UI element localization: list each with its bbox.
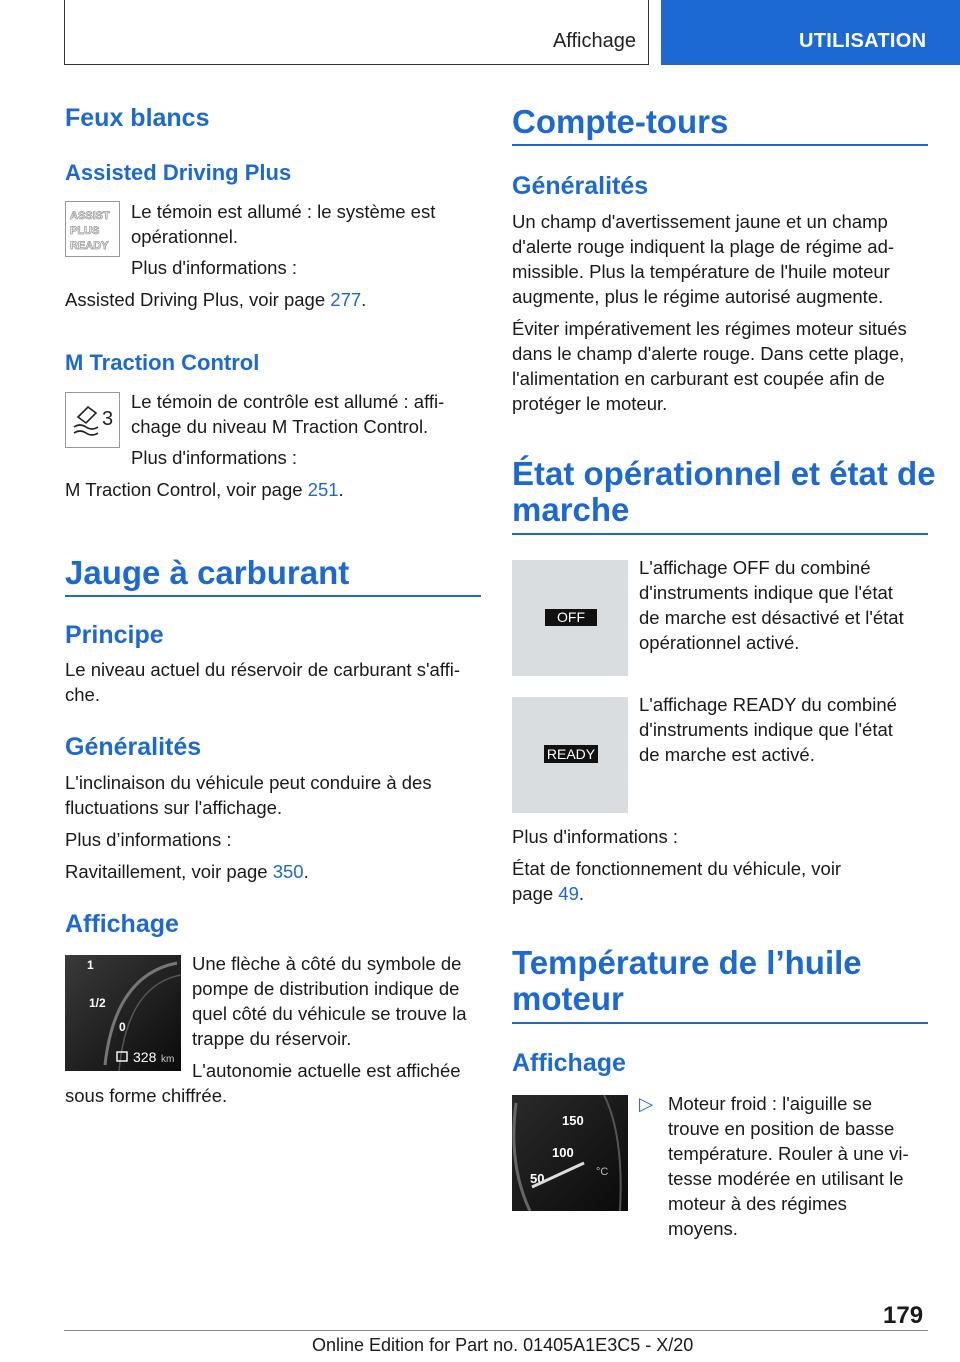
jauge-heading-rule [65,595,481,597]
etat-ref-line-2 [512,881,584,906]
off-line-3: de marche est désactivé et l'état [639,607,904,628]
off-line-4: opérationnel activé. [639,632,800,653]
bullet-line-1: Moteur froid : l'aiguille se [668,1093,873,1114]
temp-label-150: 150 [562,1113,584,1128]
affichage-left-line-5: L'autonomie actuelle est affichée [192,1060,461,1081]
temp-heading-rule [512,1022,928,1024]
mtc-line-2: chage du niveau M Traction Control. [131,416,429,437]
gen-left-line-1: L'inclinaison du véhicule peut conduire à des [65,772,432,793]
bullet-line-2: trouve en position de basse [668,1118,895,1139]
generalites-heading-right: Généralités [512,172,649,200]
mtc-ref-text: M Traction Control, voir page [65,479,308,500]
mtc-ref [65,477,344,502]
affichage-left-line-2: pompe de distribution indique de [192,978,460,999]
adp-heading: Assisted Driving Plus [65,160,292,185]
etat-heading-line-2: marche [512,491,630,528]
affichage-left-line-6: sous forme chiffrée. [65,1085,228,1106]
icon-text-plus: PLUS [70,225,100,237]
temp-label-50: 50 [530,1171,545,1186]
ready-label: READY [546,746,596,762]
adp-more: Plus d'informations : [131,257,297,278]
jauge-ref-page-link[interactable]: 350 [272,861,304,882]
adp-ref [65,287,366,312]
footer-rule [64,1330,928,1331]
generalites-heading-left: Généralités [65,733,202,761]
header-section-title: Affichage [552,30,636,52]
bullet-line-4: tesse modérée en utilisant le [668,1168,904,1189]
etat-heading-rule [512,533,928,535]
adp-ref-end: . [361,289,367,310]
ready-line-2: d'instruments indique que l'état [639,719,893,740]
assist-plus-ready-icon [65,201,120,257]
fuel-range-unit: km [161,1054,175,1065]
mtc-ref-page-link[interactable]: 251 [307,479,339,500]
feux-blancs-heading: Feux blancs [65,104,210,132]
affichage-heading-right: Affichage [512,1049,626,1077]
jauge-ref-text: Ravitaillement, voir page [65,861,273,882]
ready-line-1: L'affichage READY du combiné [639,694,897,715]
etat-ref-line-1: État de fonctionnement du véhicule, voir [512,858,842,879]
off-line-2: d'instruments indique que l'état [639,582,893,603]
affichage-heading-left: Affichage [65,910,179,938]
gen-right-line-1: Un champ d'avertissement jaune et un champ [512,211,888,232]
etat-ref-end: . [578,883,585,904]
fuel-gauge-image [65,955,181,1071]
jauge-heading: Jauge à carburant [65,554,350,591]
bullet-line-6: moyens. [668,1218,738,1239]
temp-heading-line-2: moteur [512,980,624,1017]
principe-line-1: Le niveau actuel du réservoir de carburant s'affi- [65,659,460,680]
mtc-ref-end: . [338,479,344,500]
fuel-label-half: 1/2 [89,996,106,1010]
etat-ref-text: page [512,883,559,904]
eviter-line-1: Éviter impérativement les régimes moteur situés [512,318,907,339]
header-chapter-tab[interactable] [661,0,960,65]
adp-ref-page-link[interactable]: 277 [330,289,362,310]
affichage-left-line-4: trappe du réservoir. [192,1028,352,1049]
mtc-more: Plus d'informations : [131,447,297,468]
compte-tours-heading: Compte-tours [512,103,729,140]
gen-right-line-3: missible. Plus la température de l'huile moteur [512,261,890,282]
etat-heading-line-1: État opérationnel et état de [512,455,936,492]
icon-text-ready: READY [70,240,109,252]
eviter-line-4: protéger le moteur. [512,393,668,414]
mtc-heading: M Traction Control [65,350,260,375]
adp-ref-text: Assisted Driving Plus, voir page [65,289,331,310]
jauge-ref [65,859,309,884]
mtc-line-1: Le témoin de contrôle est allumé : affi- [131,391,445,412]
etat-ref-page-link[interactable]: 49 [558,883,579,904]
temp-heading-line-1: Température de l’huile [512,944,862,981]
header-chapter-label: UTILISATION [799,30,927,52]
page-number: 179 [883,1302,924,1329]
header-section-box [64,0,649,65]
fuel-label-full: 1 [87,958,94,972]
compte-tours-rule [512,144,928,146]
temp-label-100: 100 [552,1145,574,1160]
bullet-line-5: moteur à des régimes [668,1193,847,1214]
jauge-ref-end: . [303,861,309,882]
gen-left-line-2: fluctuations sur l'affichage. [65,797,283,818]
jauge-more: Plus d’informations : [65,829,232,850]
bullet-marker: ▷ [639,1093,654,1114]
off-display-image [512,560,628,676]
adp-line-1: Le témoin est allumé : le système est [131,201,436,222]
gen-right-line-2: d'alerte rouge indiquent la plage de régime ad- [512,236,895,257]
affichage-left-line-1: Une flèche à côté du symbole de [192,953,462,974]
off-line-1: L'affichage OFF du combiné [639,557,871,578]
temp-unit: °C [596,1166,609,1178]
bullet-line-3: température. Rouler à une vi- [668,1143,909,1164]
eviter-line-3: l'alimentation en carburant est coupée afin de [512,368,885,389]
principe-line-2: che. [65,684,100,705]
adp-line-2: opérationnel. [131,226,238,247]
ready-display-image [512,697,628,813]
gen-right-line-4: augmente, plus le régime autorisé augmente. [512,286,884,307]
footer-edition: Online Edition for Part no. 01405A1E3C5 - X/20 [312,1335,694,1355]
etat-more: Plus d'informations : [512,826,678,847]
ready-line-3: de marche est activé. [639,744,815,765]
traction-level-digit: 3 [102,408,114,430]
off-label: OFF [557,609,585,625]
traction-control-icon [65,392,120,448]
fuel-label-empty: 0 [119,1020,126,1034]
oil-temp-gauge-image [512,1095,628,1211]
principe-heading: Principe [65,621,164,649]
affichage-left-line-3: quel côté du véhicule se trouve la [192,1003,467,1024]
icon-text-assist: ASSIST [70,210,110,222]
eviter-line-2: dans le champ d'alerte rouge. Dans cette plage, [512,343,905,364]
fuel-range-value: 328 [133,1049,157,1065]
